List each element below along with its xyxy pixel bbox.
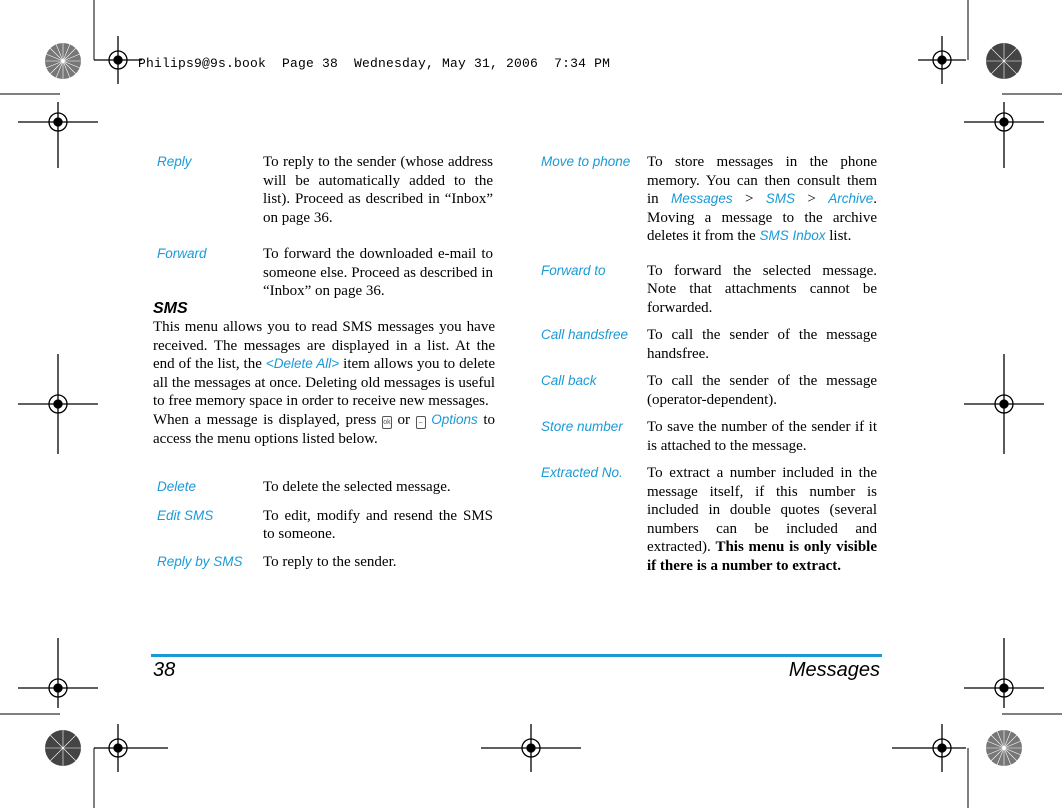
visibility-note: This menu is only visible if there is a number to extract. <box>647 539 877 574</box>
option-row <box>153 507 493 544</box>
option-term: Edit SMS <box>157 507 214 523</box>
option-term: Extracted No. <box>541 465 623 480</box>
option-row <box>537 464 877 575</box>
option-row <box>153 478 493 497</box>
option-term: Forward <box>157 246 207 261</box>
option-desc: To extract a number included in the message itself, if this number is included in double quotes (several numbers can be included and extracted). This menu is only visible if there is a number to extract. <box>647 465 877 574</box>
option-desc: To edit, modify and resend the SMS to someone. <box>263 507 493 542</box>
option-term: Reply by SMS <box>157 553 243 569</box>
option-row <box>537 326 877 363</box>
option-row <box>537 372 877 409</box>
option-row <box>153 245 493 301</box>
option-row <box>153 153 493 227</box>
footer-rule <box>151 654 882 657</box>
option-row <box>537 262 877 318</box>
option-term: Store number <box>541 419 623 434</box>
option-desc: To save the number of the sender if it is attached to the message. <box>647 419 877 454</box>
option-desc: To call the sender of the message handsfree. <box>647 327 877 362</box>
option-term: Forward to <box>541 262 606 278</box>
sms-options-right-table <box>537 153 877 593</box>
option-term: Reply <box>157 154 192 169</box>
option-term: Move to phone <box>541 154 631 169</box>
option-row <box>537 418 877 455</box>
option-desc: To forward the downloaded e-mail to someone else. Proceed as described in “Inbox” on page 36. <box>263 246 493 299</box>
print-header: Philips9@9s.book Page 38 Wednesday, May 31, 2006 7:34 PM <box>138 56 611 71</box>
left-softkey-icon: – <box>416 416 426 429</box>
sms-paragraph-1: This menu allows you to read SMS messages you have received. The messages are displayed in a list. At the end of the list, the <Delete All> item allows you to delete all the messages at once. Deleting old messages is useful to free memory space in order to receive new messages. <box>153 319 495 410</box>
option-row <box>537 153 877 246</box>
sms-intro <box>153 318 495 448</box>
option-term: Call handsfree <box>541 327 629 342</box>
ok-key-icon: ok <box>382 416 392 429</box>
section-title-sms: SMS <box>153 300 188 317</box>
option-desc: To reply to the sender (whose address will be automatically added to the list). Proceed as described in “Inbox” on page 36. <box>263 154 493 226</box>
page-number: 38 <box>153 659 176 681</box>
options-label: Options <box>431 411 478 427</box>
sms-paragraph-2: When a message is displayed, press ok or – Options to access the menu options listed below. <box>153 411 495 447</box>
option-desc: To call the sender of the message (operator-dependent). <box>647 373 877 408</box>
option-desc: To reply to the sender. <box>263 553 397 570</box>
option-desc: To delete the selected message. <box>263 479 451 495</box>
delete-all-item: <Delete All> <box>265 356 340 372</box>
footer-section-name: Messages <box>788 659 880 681</box>
option-term: Delete <box>157 479 197 494</box>
sms-options-table <box>153 478 493 589</box>
option-desc: To store messages in the phone memory. You can then consult them in Messages > SMS > Archive. Moving a message to the archive deletes it from the SMS Inbox list. <box>647 154 878 244</box>
option-desc: To forward the selected message. Note that attachments cannot be forwarded. <box>647 262 877 316</box>
email-options-table <box>153 153 493 319</box>
option-row <box>153 553 493 572</box>
option-term: Call back <box>541 373 597 388</box>
